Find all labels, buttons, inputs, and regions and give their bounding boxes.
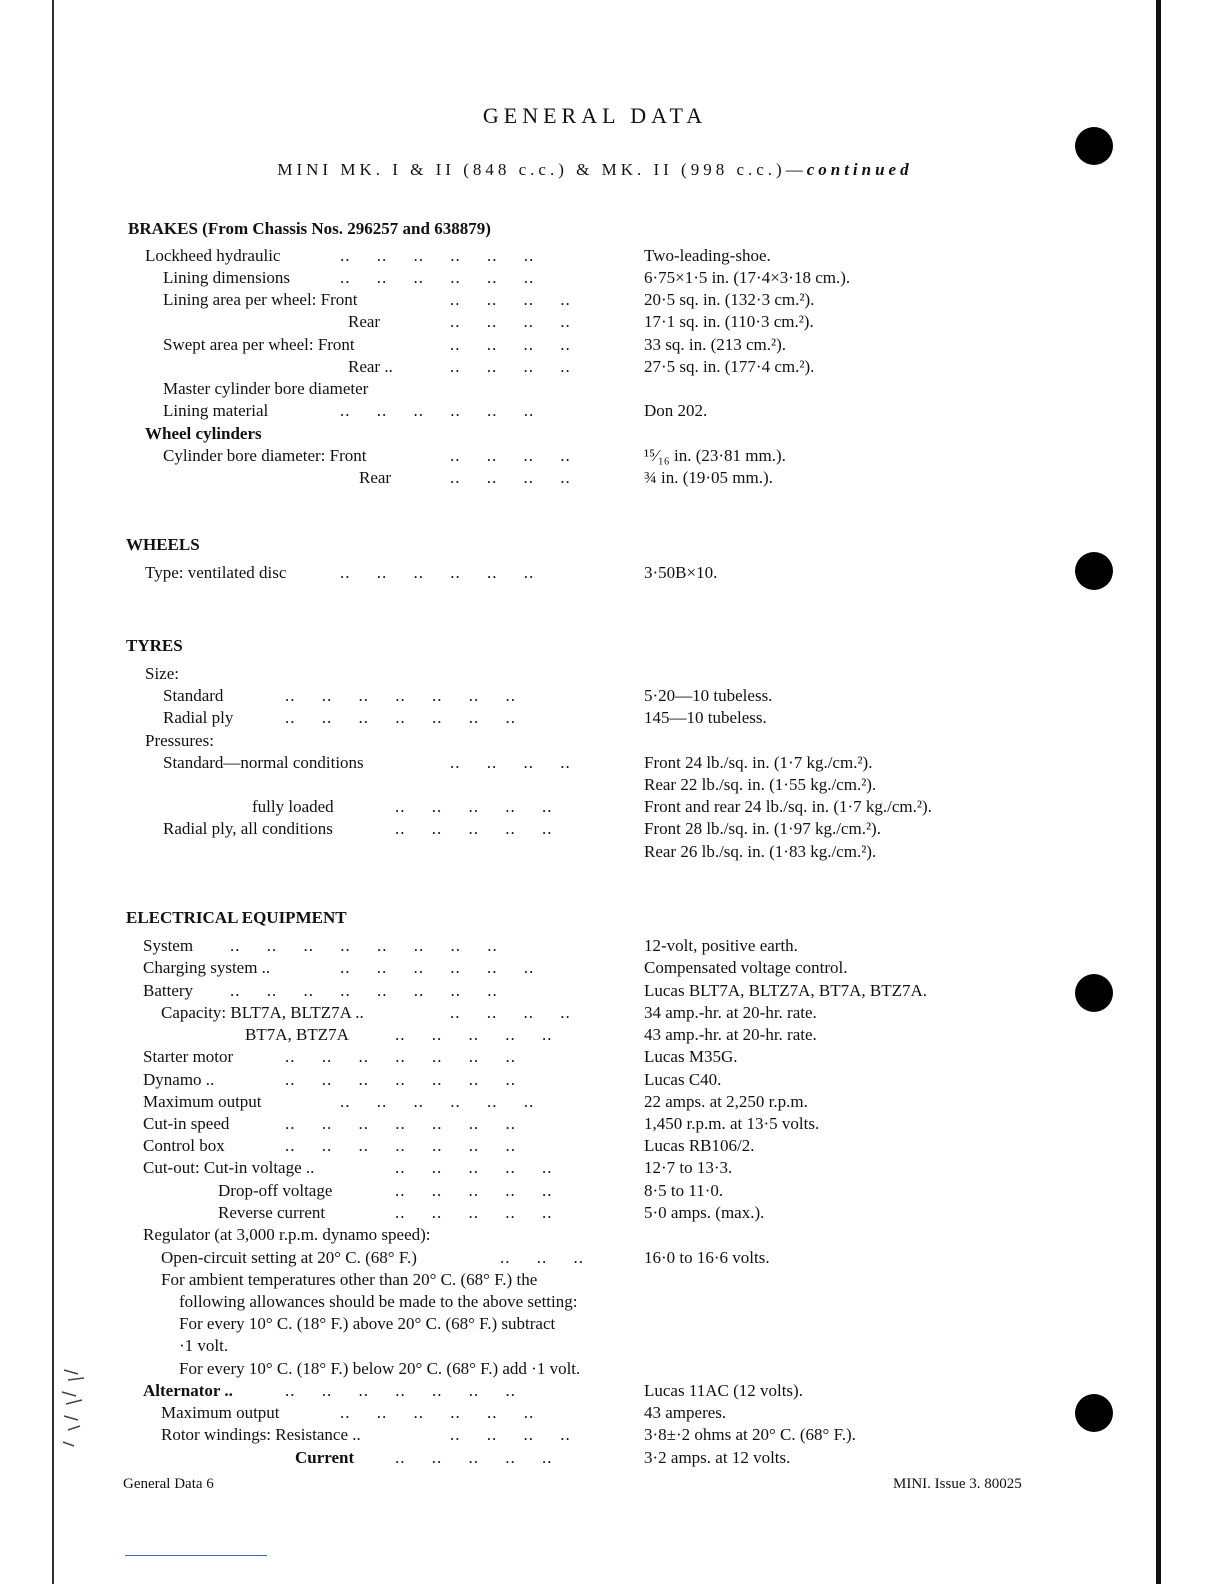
leader-dots: .. .. .. .. .. .. .. <box>285 686 516 705</box>
spec-row <box>0 775 1156 797</box>
spec-row <box>0 981 1156 1003</box>
spec-value: 20·5 sq. in. (132·3 cm.²). <box>644 290 815 309</box>
spec-value: Don 202. <box>644 401 708 420</box>
leader-dots: .. .. .. .. <box>450 468 571 487</box>
leader-dots: .. .. .. .. .. .. <box>340 246 535 265</box>
spec-value: Lucas BLT7A, BLTZ7A, BT7A, BTZ7A. <box>644 981 928 1000</box>
leader-dots: .. .. .. .. .. .. <box>340 268 535 287</box>
spec-value: 6·75×1·5 in. (17·4×3·18 cm.). <box>644 268 851 287</box>
spec-label: Master cylinder bore diameter <box>163 379 369 398</box>
spec-value: 22 amps. at 2,250 r.p.m. <box>644 1092 808 1111</box>
leader-dots: .. .. .. .. .. .. .. <box>285 1114 516 1133</box>
spec-row <box>0 1092 1156 1114</box>
spec-row <box>0 1448 1156 1470</box>
margin-underline <box>125 1555 267 1556</box>
spec-row <box>0 357 1156 379</box>
spec-row <box>0 446 1156 468</box>
spec-row <box>0 819 1156 841</box>
spec-label: Lining material <box>163 401 269 420</box>
spec-row <box>0 1114 1156 1136</box>
spec-row <box>0 1181 1156 1203</box>
section-heading-tyres: TYRES <box>126 636 183 655</box>
spec-value: 5·20—10 tubeless. <box>644 686 773 705</box>
spec-row <box>0 424 1156 446</box>
leader-dots: .. .. .. .. .. <box>395 797 553 816</box>
page-subtitle <box>0 160 1190 180</box>
spec-row <box>0 686 1156 708</box>
spec-value: 16·0 to 16·6 volts. <box>644 1248 770 1267</box>
spec-label: BT7A, BTZ7A <box>245 1025 349 1044</box>
subtitle-main: MINI MK. I & II (848 c.c.) & MK. II (998 c.c.)— <box>277 160 807 179</box>
spec-row <box>0 753 1156 775</box>
spec-label: fully loaded <box>252 797 334 816</box>
spec-row <box>0 563 1156 585</box>
page-edge-right <box>1156 0 1161 1584</box>
spec-label: Standard—normal conditions <box>163 753 364 772</box>
spec-label: Radial ply <box>163 708 234 727</box>
spec-label: Battery <box>143 981 194 1000</box>
spec-value: Front 28 lb./sq. in. (1·97 kg./cm.²). <box>644 819 881 838</box>
spec-row <box>0 1203 1156 1225</box>
spec-value: 1,450 r.p.m. at 13·5 volts. <box>644 1114 820 1133</box>
leader-dots: .. .. .. .. <box>450 312 571 331</box>
leader-dots: .. .. .. .. <box>450 290 571 309</box>
leader-dots: .. .. .. .. <box>450 753 571 772</box>
spec-row <box>0 1381 1156 1403</box>
spec-row <box>0 379 1156 401</box>
spec-label: Lining dimensions <box>163 268 291 287</box>
spec-row <box>0 1425 1156 1447</box>
leader-dots: .. .. .. <box>500 1248 584 1267</box>
spec-label: Swept area per wheel: Front <box>163 335 355 354</box>
leader-dots: .. .. .. .. .. .. .. <box>285 1070 516 1089</box>
leader-dots: .. .. .. .. .. .. .. <box>285 1381 516 1400</box>
spec-value: 12·7 to 13·3. <box>644 1158 733 1177</box>
spec-row <box>0 1136 1156 1158</box>
leader-dots: .. .. .. .. .. <box>395 1025 553 1044</box>
spec-row <box>0 1047 1156 1069</box>
regulator-note-line: following allowances should be made to the above setting: <box>179 1292 578 1311</box>
spec-value: ¾ in. (19·05 mm.). <box>644 468 773 487</box>
spec-row <box>0 468 1156 490</box>
spec-row <box>0 312 1156 334</box>
spec-row <box>0 401 1156 423</box>
spec-label: Rear <box>348 312 381 331</box>
spec-row <box>0 731 1156 753</box>
spec-row <box>0 1403 1156 1425</box>
spec-row <box>0 1158 1156 1180</box>
margin-mark <box>58 1360 94 1460</box>
spec-value: Lucas C40. <box>644 1070 722 1089</box>
spec-row <box>0 1003 1156 1025</box>
spec-value: 5·0 amps. (max.). <box>644 1203 765 1222</box>
spec-value: Lucas 11AC (12 volts). <box>644 1381 803 1400</box>
section-heading-brakes: BRAKES (From Chassis Nos. 296257 and 638879) <box>128 219 491 238</box>
spec-label: Regulator (at 3,000 r.p.m. dynamo speed): <box>143 1225 431 1244</box>
leader-dots: .. .. .. .. .. .. <box>340 401 535 420</box>
leader-dots: .. .. .. .. <box>450 446 571 465</box>
spec-value: Front and rear 24 lb./sq. in. (1·7 kg./cm.²). <box>644 797 932 816</box>
leader-dots: .. .. .. .. .. .. .. .. <box>230 981 498 1000</box>
spec-label: Current <box>295 1448 355 1467</box>
spec-value: 17·1 sq. in. (110·3 cm.²). <box>644 312 814 331</box>
spec-value: Rear 26 lb./sq. in. (1·83 kg./cm.²). <box>644 842 877 861</box>
spec-value: 27·5 sq. in. (177·4 cm.²). <box>644 357 815 376</box>
spec-row <box>0 1248 1156 1270</box>
spec-value: Compensated voltage control. <box>644 958 848 977</box>
leader-dots: .. .. .. .. .. .. .. <box>285 1047 516 1066</box>
spec-value: Front 24 lb./sq. in. (1·7 kg./cm.²). <box>644 753 873 772</box>
footer-issue: MINI. Issue 3. 80025 <box>893 1476 1022 1492</box>
footer-page-ref: General Data 6 <box>123 1476 214 1492</box>
spec-row <box>0 708 1156 730</box>
leader-dots: .. .. .. .. .. .. .. <box>285 1136 516 1155</box>
spec-label: Charging system .. <box>143 958 271 977</box>
spec-label: Cut-in speed <box>143 1114 230 1133</box>
spec-value: 3·50B×10. <box>644 563 718 582</box>
leader-dots: .. .. .. .. .. .. <box>340 1092 535 1111</box>
leader-dots: .. .. .. .. <box>450 1003 571 1022</box>
spec-value: Lucas RB106/2. <box>644 1136 755 1155</box>
leader-dots: .. .. .. .. <box>450 335 571 354</box>
spec-value: Lucas M35G. <box>644 1047 738 1066</box>
spec-row <box>0 1070 1156 1092</box>
spec-label: Rear .. <box>348 357 393 376</box>
leader-dots: .. .. .. .. <box>450 1425 571 1444</box>
spec-label: Dynamo .. <box>143 1070 215 1089</box>
spec-value: Rear 22 lb./sq. in. (1·55 kg./cm.²). <box>644 775 877 794</box>
regulator-note-line: For ambient temperatures other than 20° C. (68° F.) the <box>161 1270 538 1289</box>
spec-row <box>0 268 1156 290</box>
spec-label: Open-circuit setting at 20° C. (68° F.) <box>161 1248 417 1267</box>
spec-row <box>0 797 1156 819</box>
spec-row <box>0 335 1156 357</box>
spec-row <box>0 958 1156 980</box>
spec-value: 145—10 tubeless. <box>644 708 767 727</box>
regulator-note-line: ·1 volt. <box>179 1336 229 1355</box>
spec-label: Starter motor <box>143 1047 234 1066</box>
leader-dots: .. .. .. .. .. <box>395 1158 553 1177</box>
leader-dots: .. .. .. .. .. .. <box>340 958 535 977</box>
spec-label: Alternator .. <box>143 1381 233 1400</box>
spec-value: 3·8±·2 ohms at 20° C. (68° F.). <box>644 1425 856 1444</box>
spec-label: System <box>143 936 194 955</box>
leader-dots: .. .. .. .. .. <box>395 819 553 838</box>
spec-label: Maximum output <box>161 1403 280 1422</box>
spec-label: Drop-off voltage <box>218 1181 333 1200</box>
spec-label: Rotor windings: Resistance .. <box>161 1425 361 1444</box>
spec-label: Pressures: <box>145 731 214 750</box>
spec-value: 3·2 amps. at 12 volts. <box>644 1448 791 1467</box>
spec-label: Standard <box>163 686 224 705</box>
leader-dots: .. .. .. .. .. .. <box>340 563 535 582</box>
spec-label: Radial ply, all conditions <box>163 819 333 838</box>
spec-row <box>0 290 1156 312</box>
spec-label: Lockheed hydraulic <box>145 246 281 265</box>
spec-value: 43 amperes. <box>644 1403 727 1422</box>
spec-label: Maximum output <box>143 1092 262 1111</box>
subtitle-continued: continued <box>806 160 913 179</box>
spec-label: Wheel cylinders <box>145 424 262 443</box>
leader-dots: .. .. .. .. .. .. .. <box>285 708 516 727</box>
spec-label: Reverse current <box>218 1203 326 1222</box>
spec-row <box>0 842 1156 864</box>
spec-row <box>0 1025 1156 1047</box>
regulator-note-line: For every 10° C. (18° F.) above 20° C. (68° F.) subtract <box>179 1314 556 1333</box>
spec-label: Control box <box>143 1136 225 1155</box>
spec-row <box>0 664 1156 686</box>
spec-value: 12-volt, positive earth. <box>644 936 798 955</box>
spec-value: 43 amp.-hr. at 20-hr. rate. <box>644 1025 817 1044</box>
leader-dots: .. .. .. .. .. .. .. .. <box>230 936 498 955</box>
spec-row <box>0 936 1156 958</box>
section-heading-electrical: ELECTRICAL EQUIPMENT <box>126 908 347 927</box>
regulator-note-line: For every 10° C. (18° F.) below 20° C. (68° F.) add ·1 volt. <box>179 1359 581 1378</box>
spec-label: Cylinder bore diameter: Front <box>163 446 367 465</box>
spec-value: ¹⁵⁄₁₆ in. (23·81 mm.). <box>644 446 786 465</box>
leader-dots: .. .. .. .. .. <box>395 1181 553 1200</box>
leader-dots: .. .. .. .. <box>450 357 571 376</box>
spec-label: Type: ventilated disc <box>145 563 287 582</box>
spec-label: Rear <box>359 468 392 487</box>
spec-value: 8·5 to 11·0. <box>644 1181 724 1200</box>
spec-label: Capacity: BLT7A, BLTZ7A .. <box>161 1003 364 1022</box>
spec-label: Cut-out: Cut-in voltage .. <box>143 1158 315 1177</box>
spec-label: Size: <box>145 664 179 683</box>
spec-row <box>0 1225 1156 1247</box>
leader-dots: .. .. .. .. .. <box>395 1203 553 1222</box>
leader-dots: .. .. .. .. .. .. <box>340 1403 535 1422</box>
spec-value: Two-leading-shoe. <box>644 246 771 265</box>
section-heading-wheels: WHEELS <box>126 535 200 554</box>
spec-value: 34 amp.-hr. at 20-hr. rate. <box>644 1003 817 1022</box>
spec-label: Lining area per wheel: Front <box>163 290 358 309</box>
leader-dots: .. .. .. .. .. <box>395 1448 553 1467</box>
spec-value: 33 sq. in. (213 cm.²). <box>644 335 787 354</box>
page-title: GENERAL DATA <box>482 103 708 128</box>
spec-row <box>0 246 1156 268</box>
